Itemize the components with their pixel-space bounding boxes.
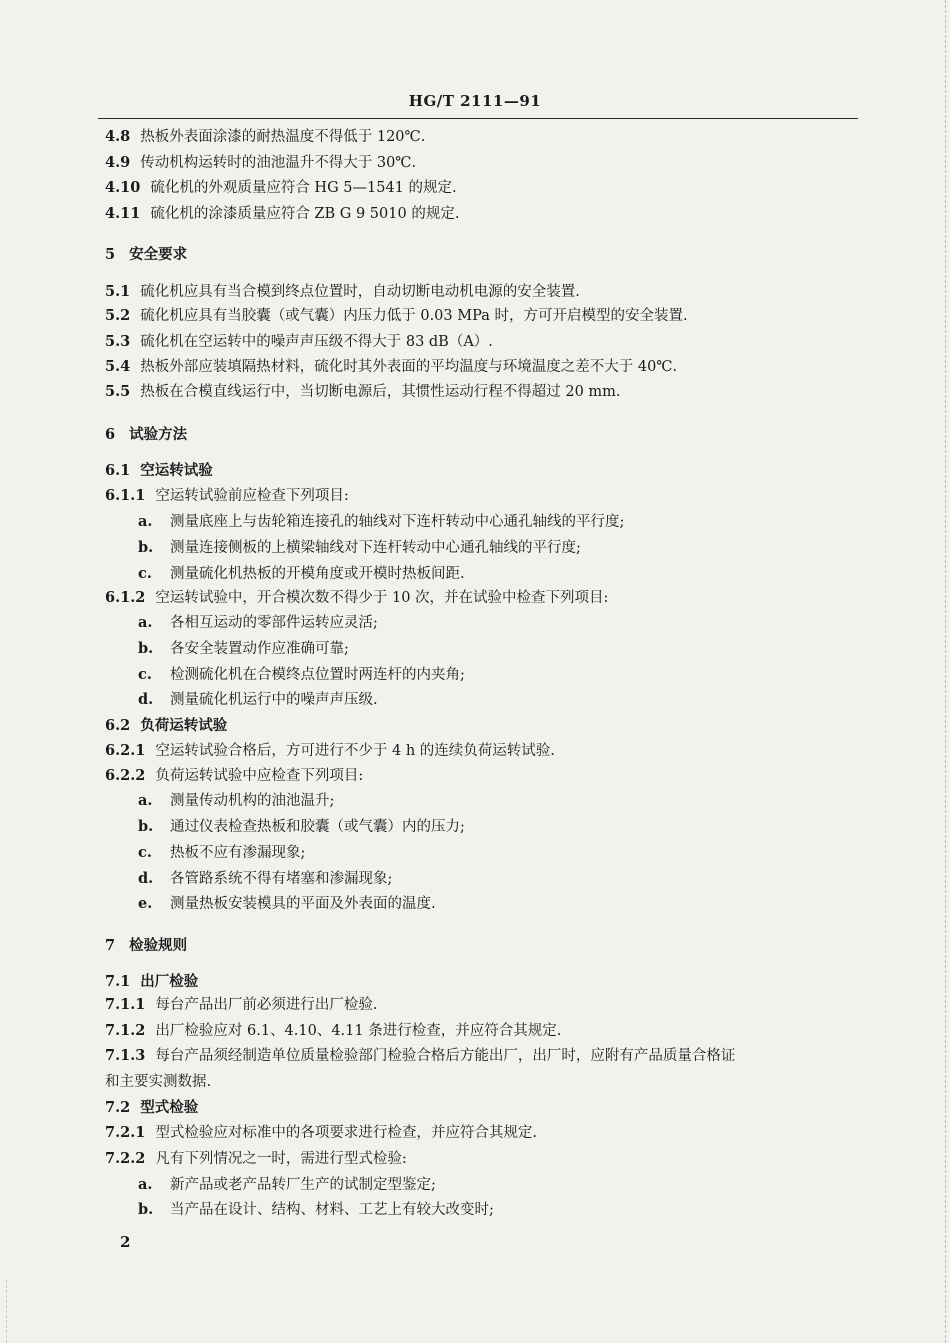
clause-number: 4.11 [105,205,141,222]
clause-text: 每台产品须经制造单位质量检验部门检验合格后方能出厂，出厂时，应附有产品质量合格证 [155,1048,736,1064]
clause-line [105,179,457,197]
item-letter: c. [138,565,152,582]
clause-line [105,1047,735,1065]
clause-text: 当产品在设计、结构、材料、工艺上有较大改变时; [170,1202,494,1218]
clause-number: 7 [105,937,116,954]
item-letter: b. [138,1201,154,1218]
standard-code-header: HG/T 2111—91 [408,92,542,110]
list-item [138,870,392,888]
header-rule [98,118,858,119]
clause-text: 硫化机应具有当合模到终点位置时，自动切断电动机电源的安全装置. [140,284,580,300]
item-letter: c. [138,666,152,683]
clause-number: 6.1.2 [105,589,146,606]
clause-number: 7.1.2 [105,1022,146,1039]
clause-number: 6.1 [105,462,131,479]
clause-line [105,1124,537,1142]
clause-text: 热板外表面涂漆的耐热温度不得低于 120℃. [140,129,426,145]
clause-line [105,589,608,607]
clause-text: 硫化机在空运转中的噪声声压级不得大于 83 dB（A）. [140,334,493,350]
clause-text: 硫化机的外观质量应符合 HG 5—1541 的规定. [150,180,457,196]
clause-line [105,742,555,760]
clause-line [105,205,459,223]
clause-text: 热板在合模直线运行中，当切断电源后，其惯性运动行程不得超过 20 mm. [140,384,621,400]
clause-text: 热板不应有渗漏现象; [170,845,306,861]
clause-text: 测量硫化机热板的开模角度或开模时热板间距. [170,566,465,582]
clause-number: 7.2.1 [105,1124,146,1141]
clause-text: 试验方法 [129,426,188,443]
scan-edge-line [945,0,946,1343]
clause-number: 5.2 [105,307,131,324]
item-letter: b. [138,539,154,556]
list-item [138,614,378,632]
section-heading [105,246,187,264]
item-letter: e. [138,895,153,912]
clause-line [105,383,621,401]
clause-text: 硫化机的涂漆质量应符合 ZB G 9 5010 的规定. [150,206,460,222]
clause-number: 7.2 [105,1099,131,1116]
clause-text: 负荷运转试验 [140,717,228,734]
clause-text: 每台产品出厂前必须进行出厂检验. [155,997,378,1013]
clause-number: 6 [105,426,116,443]
clause-text: 各安全装置动作应准确可靠; [170,641,349,657]
clause-line [105,333,493,351]
clause-text: 测量连接侧板的上横梁轴线对下连杆转动中心通孔轴线的平行度; [170,540,581,556]
clause-line [105,307,688,325]
clause-text: 测量热板安装模具的平面及外表面的温度. [170,896,436,912]
clause-number: 5.5 [105,383,131,400]
clause-text: 传动机构运转时的油池温升不得大于 30℃. [140,155,417,171]
section-heading [105,937,187,955]
clause-text: 测量传动机构的油池温升; [170,793,335,809]
clause-number: 5.4 [105,358,131,375]
clause-text: 通过仪表检查热板和胶囊（或气囊）内的压力; [170,819,465,835]
item-letter: a. [138,792,153,809]
clause-number: 6.1.1 [105,487,146,504]
item-letter: c. [138,844,152,861]
clause-number: 6.2.2 [105,767,146,784]
clause-number: 6.2.1 [105,742,146,759]
list-item [138,565,465,583]
clause-number: 7.1 [105,973,131,990]
clause-line [105,283,580,301]
clause-text: 热板外部应装填隔热材料，硫化时其外表面的平均温度与环境温度之差不大于 40℃. [140,359,678,375]
scan-edge-line-left [6,1280,7,1343]
section-heading [105,1099,198,1117]
clause-number: 5.3 [105,333,131,350]
item-letter: a. [138,1176,153,1193]
section-heading [105,973,198,991]
clause-text: 空运转试验 [140,462,213,479]
list-item [138,640,349,658]
list-item [138,895,436,913]
clause-text: 空运转试验合格后，方可进行不少于 4 h 的连续负荷运转试验. [155,743,555,759]
clause-text: 检测硫化机在合模终点位置时两连杆的内夹角; [170,667,465,683]
clause-line [105,154,416,172]
section-heading [105,462,213,480]
clause-text: 各管路系统不得有堵塞和渗漏现象; [170,871,393,887]
item-letter: b. [138,640,154,657]
clause-line [105,358,677,376]
clause-text: 新产品或老产品转厂生产的试制定型鉴定; [170,1177,436,1193]
list-item [138,513,624,531]
item-letter: d. [138,870,154,887]
clause-text: 空运转试验前应检查下列项目: [155,488,349,504]
list-item [138,691,378,709]
clause-number: 7.1.3 [105,1047,146,1064]
clause-text: 测量底座上与齿轮箱连接孔的轴线对下连杆转动中心通孔轴线的平行度; [170,514,625,530]
clause-line [105,1150,407,1168]
clause-line [105,996,377,1014]
list-item [138,792,334,810]
clause-line [105,487,349,505]
clause-number: 4.9 [105,154,131,171]
clause-text: 检验规则 [129,937,188,954]
clause-text: 安全要求 [129,246,188,263]
list-item [138,1201,494,1219]
clause-text: 硫化机应具有当胶囊（或气囊）内压力低于 0.03 MPa 时，方可开启模型的安全装置. [140,308,688,324]
list-item [138,818,465,836]
clause-text: 出厂检验 [140,973,199,990]
clause-text: 型式检验 [140,1099,199,1116]
clause-number: 7.1.1 [105,996,146,1013]
clause-number: 7.2.2 [105,1150,146,1167]
list-item [138,539,581,557]
clause-text: 各相互运动的零部件运转应灵活; [170,615,378,631]
page-number: 2 [120,1233,131,1251]
clause-text: 出厂检验应对 6.1、4.10、4.11 条进行检查，并应符合其规定. [155,1023,562,1039]
clause-line [105,1073,211,1091]
clause-line [105,128,425,146]
item-letter: d. [138,691,154,708]
clause-number: 4.10 [105,179,141,196]
item-letter: a. [138,614,153,631]
clause-text: 空运转试验中，开合模次数不得少于 10 次，并在试验中检查下列项目: [155,590,609,606]
clause-number: 4.8 [105,128,131,145]
item-letter: b. [138,818,154,835]
clause-text: 和主要实测数据. [105,1074,212,1090]
list-item [138,1176,436,1194]
clause-text: 测量硫化机运行中的噪声声压级. [170,692,378,708]
clause-line [105,767,363,785]
clause-number: 6.2 [105,717,131,734]
clause-text: 负荷运转试验中应检查下列项目: [155,768,364,784]
clause-text: 凡有下列情况之一时，需进行型式检验: [155,1151,407,1167]
clause-line [105,1022,561,1040]
clause-number: 5 [105,246,116,263]
section-heading [105,426,187,444]
section-heading [105,717,227,735]
clause-number: 5.1 [105,283,131,300]
list-item [138,844,305,862]
clause-text: 型式检验应对标准中的各项要求进行检查，并应符合其规定. [155,1125,537,1141]
item-letter: a. [138,513,153,530]
list-item [138,666,465,684]
